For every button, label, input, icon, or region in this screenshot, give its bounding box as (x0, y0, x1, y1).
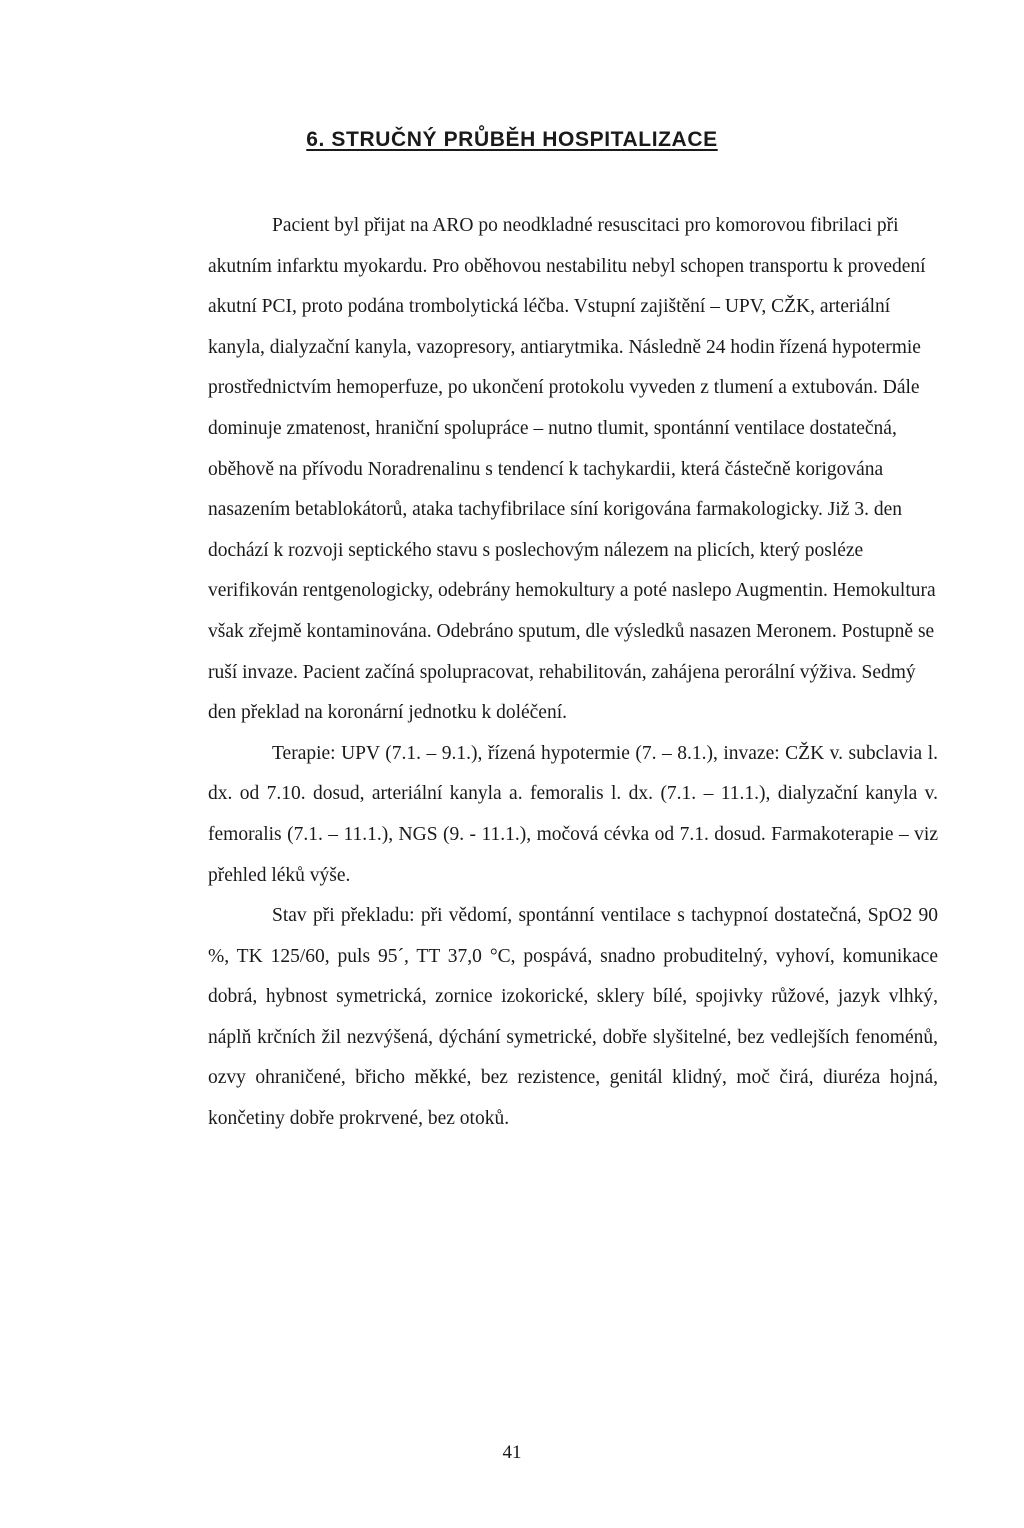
page-number: 41 (502, 1442, 522, 1463)
paragraph-hospitalization-course: Pacient byl přijat na ARO po neodkladné resuscitaci pro komorovou fibrilaci při akutním infarktu myokardu. Pro oběhovou nestabilitu nebyl schopen transportu k provedení akutní PCI, proto podána trombolytická léčba. Vstupní zajištění – UPV, CŽK, arteriální kanyla, dialyzační kanyla, vazopresory, antiarytmika. Následně 24 hodin řízená hypotermie prostřednictvím hemoperfuze, po ukončení protokolu vyveden z tlumení a extubován. Dále dominuje zmatenost, hraniční spolupráce – nutno tlumit, spontánní ventilace dostatečná, oběhově na přívodu Noradrenalinu s tendencí k tachykardii, která částečně korigována nasazením betablokátorů, ataka tachyfibrilace síní korigována farmakologicky. Již 3. den dochází k rozvoji septického stavu s poslechovým nálezem na plicích, který posléze verifikován rentgenologicky, odebrány hemokultury a poté naslepo Augmentin. Hemokultura však zřejmě kontaminována. Odebráno sputum, dle výsledků nasazen Meronem. Postupně se ruší invaze. Pacient začíná spolupracovat, rehabilitován, zahájena perorální výživa. Sedmý den překlad na koronární jednotku k doléčení. (208, 215, 936, 724)
paragraph-therapy: Terapie: UPV (7.1. – 9.1.), řízená hypotermie (7. – 8.1.), invaze: CŽK v. subclavia l. dx. od 7.10. dosud, arteriální kanyla a. femoralis l. dx. (7.1. – 11.1.), dialyzační kanyla v. femoralis (7.1. – 11.1.), NGS (9. - 11.1.), močová cévka od 7.1. dosud. Farmakoterapie – viz přehled léků výše. (208, 742, 938, 886)
paragraph-transfer-status: Stav při překladu: při vědomí, spontánní ventilace s tachypnoí dostatečná, SpO2 90 %, TK 125/60, puls 95´, TT 37,0 °C, pospává, snadno probuditelný, vyhoví, komunikace dobrá, hybnost symetrická, zornice izokorické, sklery bílé, spojivky růžové, jazyk vlhký, náplň krčních žil nezvýšená, dýchání symetrické, dobře slyšitelné, bez vedlejších fenoménů, ozvy ohraničené, břicho měkké, bez rezistence, genitál klidný, moč čirá, diuréza hojná, končetiny dobře prokrvené, bez otoků. (208, 905, 938, 1130)
section-body (208, 206, 938, 1140)
section-heading: 6. STRUČNÝ PRŮBĚH HOSPITALIZACE (306, 128, 718, 151)
